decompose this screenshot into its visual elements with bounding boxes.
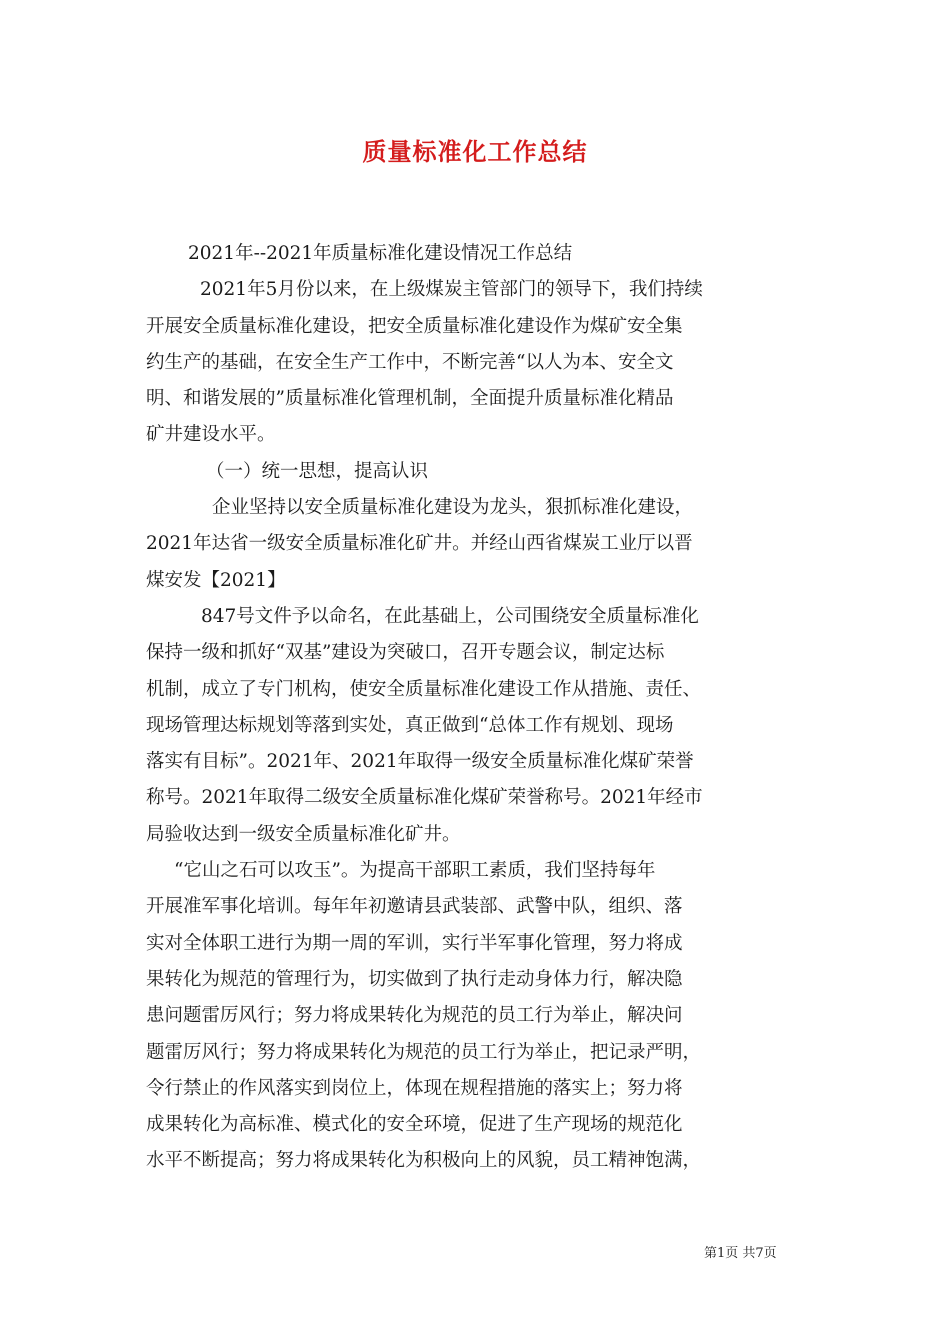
body-line: 2021年--2021年质量标准化建设情况工作总结 — [188, 243, 573, 264]
body-line: 企业坚持以安全质量标准化建设为龙头，狠抓标准化建设， — [212, 497, 694, 519]
body-line: 保持一级和抓好“双基”建设为突破口，召开专题会议，制定达标 — [146, 642, 665, 664]
body-line: 矿井建设水平。 — [146, 424, 276, 446]
body-line: 患问题雷厉风行；努力将成果转化为规范的员工行为举止，解决问 — [146, 1005, 683, 1027]
body-line: 果转化为规范的管理行为，切实做到了执行走动身体力行，解决隐 — [146, 968, 683, 990]
body-line: 令行禁止的作风落实到岗位上，体现在规程措施的落实上；努力将 — [146, 1077, 683, 1099]
body-line: 开展安全质量标准化建设，把安全质量标准化建设作为煤矿安全集 — [146, 315, 683, 337]
body-line: 实对全体职工进行为期一周的军训，实行半军事化管理，努力将成 — [146, 932, 683, 954]
body-line: 局验收达到一级安全质量标准化矿井。 — [146, 823, 461, 845]
body-line: “它山之石可以攻玉”。为提高干部职工素质，我们坚持每年 — [174, 860, 656, 882]
page-number: 第1页 共7页 — [704, 1246, 777, 1261]
body-line: 水平不断提高；努力将成果转化为积极向上的风貌，员工精神饱满， — [146, 1150, 702, 1172]
body-line: 2021年5月份以来，在上级煤炭主管部门的领导下，我们持续 — [200, 279, 703, 301]
body-line: 题雷厉风行；努力将成果转化为规范的员工行为举止，把记录严明， — [146, 1041, 702, 1063]
document-body — [146, 236, 822, 1180]
body-line: 煤安发【2021】 — [146, 569, 286, 591]
body-line: 847号文件予以命名，在此基础上，公司围绕安全质量标准化 — [201, 605, 699, 627]
body-line: 开展准军事化培训。每年年初邀请县武装部、武警中队，组织、落 — [146, 896, 683, 918]
body-line: 2021年达省一级安全质量标准化矿井。并经山西省煤炭工业厅以晋 — [146, 533, 693, 555]
body-line: 明、和谐发展的”质量标准化管理机制，全面提升质量标准化精品 — [146, 388, 674, 410]
body-line: 成果转化为高标准、模式化的安全环境，促进了生产现场的规范化 — [146, 1114, 683, 1136]
body-line: 现场管理达标规划等落到实处，真正做到“总体工作有规划、现场 — [146, 714, 674, 736]
document-title: 质量标准化工作总结 — [362, 138, 588, 166]
body-line: 约生产的基础，在安全生产工作中，不断完善“以人为本、安全文 — [146, 351, 674, 373]
body-line: 机制，成立了专门机构，使安全质量标准化建设工作从措施、责任、 — [146, 678, 702, 700]
body-line: 落实有目标”。2021年、2021年取得一级安全质量标准化煤矿荣誉 — [146, 751, 694, 773]
body-line: 称号。2021年取得二级安全质量标准化煤矿荣誉称号。2021年经市 — [146, 787, 703, 809]
section-heading: （一）统一思想，提高认识 — [206, 460, 429, 482]
